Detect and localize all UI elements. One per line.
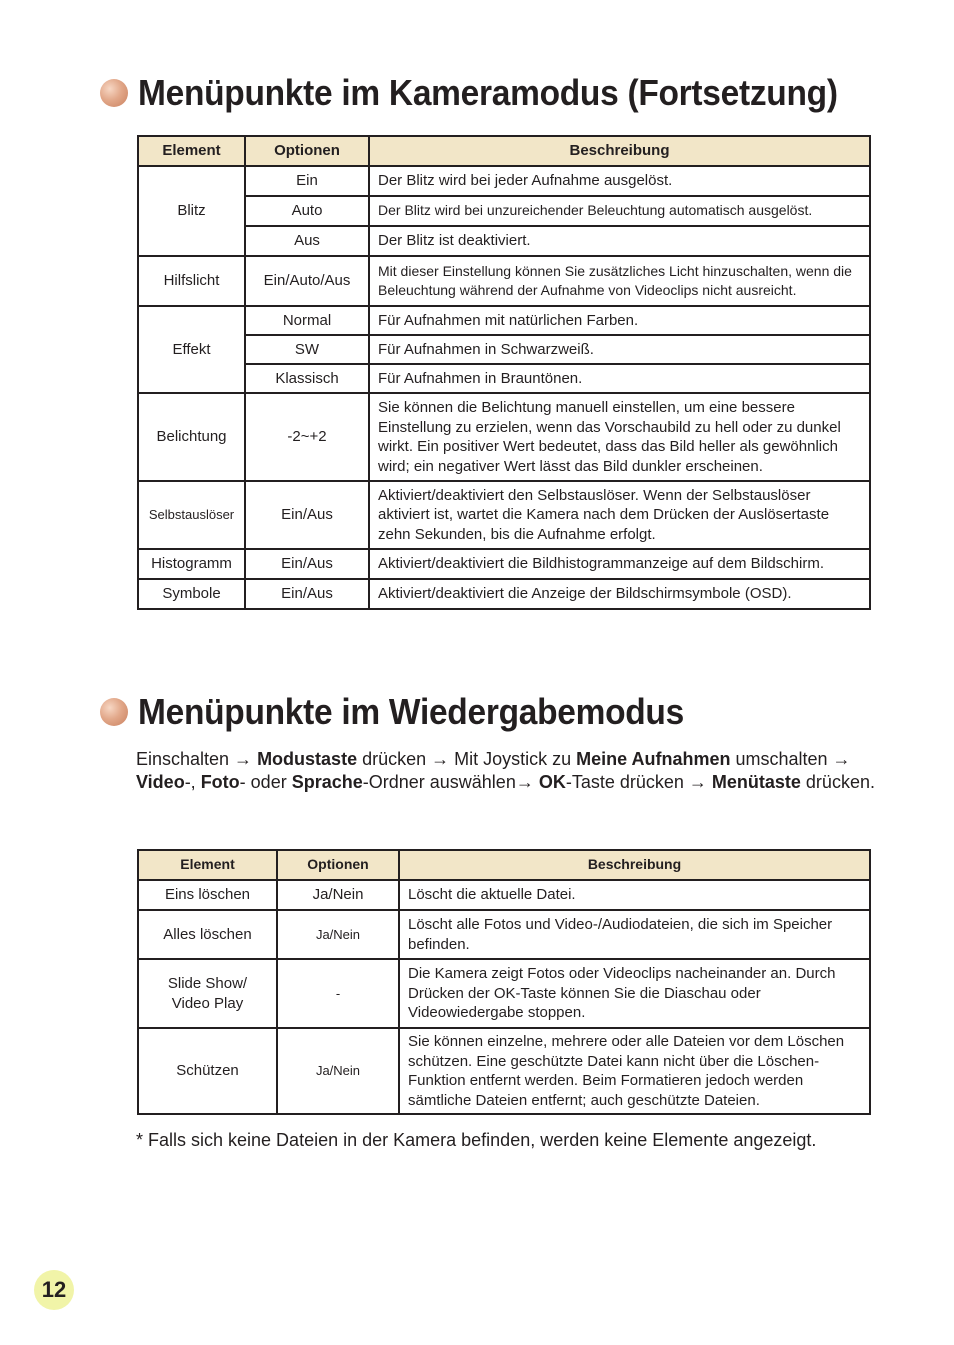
- element-cell: Belichtung: [138, 393, 245, 481]
- description-cell: Aktiviert/deaktiviert den Selbstauslöser. Wenn der Selbstauslöser aktiviert ist, wartet die Kamera nach dem Drücken der Auslösertaste zehn Sekunden, bis die Aufnahme erfolgt.: [369, 481, 870, 549]
- description-cell: Für Aufnahmen mit natürlichen Farben.: [369, 306, 870, 335]
- table-row: [138, 959, 870, 1028]
- description-cell: Löscht die aktuelle Datei.: [399, 880, 870, 910]
- heading-bullet-icon: [100, 79, 128, 107]
- table-row: [138, 880, 870, 910]
- description-cell: Für Aufnahmen in Schwarzweiß.: [369, 335, 870, 364]
- header-element: Element: [138, 850, 277, 880]
- description-cell: Aktiviert/deaktiviert die Anzeige der Bildschirmsymbole (OSD).: [369, 579, 870, 609]
- header-options: Optionen: [277, 850, 399, 880]
- description-cell: Sie können die Belichtung manuell einstellen, um eine bessere Einstellung zu erzielen, wenn das Vorschaubild zu hell oder zu dunkel wirkt. Ein positiver Wert bedeutet, dass das Bild heller als gewöhnlich wird; ein negativer Wert lässt das Bild dunkler erscheinen.: [369, 393, 870, 481]
- option-cell: -2~+2: [245, 393, 369, 481]
- option-cell: Ja/Nein: [277, 910, 399, 959]
- table-row: [138, 256, 870, 306]
- element-cell: Selbstauslöser: [138, 481, 245, 549]
- option-cell: Ein: [245, 166, 369, 196]
- element-cell: Histogramm: [138, 549, 245, 579]
- description-cell: Der Blitz ist deaktiviert.: [369, 226, 870, 256]
- element-cell: Blitz: [138, 166, 245, 256]
- option-cell: Klassisch: [245, 364, 369, 393]
- camera-menu-table: [137, 135, 871, 610]
- option-cell: -: [277, 959, 399, 1028]
- footnote: * Falls sich keine Dateien in der Kamera befinden, werden keine Elemente angezeigt.: [136, 1130, 817, 1150]
- playback-intro: Einschalten → Modustaste drücken → Mit Joystick zu Meine Aufnahmen umschalten → Video-, Foto- oder Sprache-Ordner auswählen→ OK-Taste drücken → Menütaste drücken.: [136, 749, 875, 792]
- table-row: [138, 393, 870, 481]
- table-row: [138, 481, 870, 549]
- table-row: [138, 335, 870, 364]
- option-cell: Ein/Aus: [245, 579, 369, 609]
- table-header-row: [138, 136, 870, 166]
- table-header-row: [138, 850, 870, 880]
- element-cell: Schützen: [138, 1028, 277, 1114]
- element-cell: Alles löschen: [138, 910, 277, 959]
- playback-menu-table: [137, 849, 871, 1115]
- option-cell: Aus: [245, 226, 369, 256]
- table-row: [138, 364, 870, 393]
- table-row: [138, 910, 870, 959]
- table-row: [138, 306, 870, 335]
- element-cell: [138, 959, 277, 1028]
- option-cell: Ein/Aus: [245, 549, 369, 579]
- table-row: [138, 226, 870, 256]
- header-element: Element: [138, 136, 245, 166]
- page-number: 12: [34, 1270, 74, 1310]
- element-line: Slide Show/: [167, 975, 248, 992]
- table-row: [138, 579, 870, 609]
- table-row: [138, 196, 870, 226]
- description-cell: Der Blitz wird bei jeder Aufnahme ausgelöst.: [369, 166, 870, 196]
- section-heading-camera: [100, 72, 890, 114]
- header-description: Beschreibung: [399, 850, 870, 880]
- heading-bullet-icon: [100, 698, 128, 726]
- option-cell: Ein/Auto/Aus: [245, 256, 369, 306]
- description-cell: Die Kamera zeigt Fotos oder Videoclips nacheinander an. Durch Drücken der OK-Taste können Sie die Diaschau oder Videowiedergabe stoppen.: [399, 959, 870, 1028]
- option-cell: Ein/Aus: [245, 481, 369, 549]
- option-cell: Auto: [245, 196, 369, 226]
- table-row: [138, 549, 870, 579]
- header-description: Beschreibung: [369, 136, 870, 166]
- option-cell: Ja/Nein: [277, 1028, 399, 1114]
- description-cell: Löscht alle Fotos und Video-/Audiodateien, die sich im Speicher befinden.: [399, 910, 870, 959]
- element-cell: Effekt: [138, 306, 245, 393]
- option-cell: Normal: [245, 306, 369, 335]
- element-cell: Hilfslicht: [138, 256, 245, 306]
- element-cell: Eins löschen: [138, 880, 277, 910]
- section-title: Menüpunkte im Wiedergabemodus: [138, 691, 684, 732]
- table-row: [138, 1028, 870, 1114]
- element-line: Video Play: [171, 994, 244, 1012]
- section-heading-playback: [100, 691, 725, 733]
- option-cell: Ja/Nein: [277, 880, 399, 910]
- description-cell: Mit dieser Einstellung können Sie zusätzliches Licht hinzuschalten, wenn die Beleuchtung während der Aufnahme von Videoclips nicht ausreicht.: [369, 256, 870, 306]
- description-cell: Der Blitz wird bei unzureichender Beleuchtung automatisch ausgelöst.: [369, 196, 870, 226]
- element-cell: Symbole: [138, 579, 245, 609]
- description-cell: Für Aufnahmen in Brauntönen.: [369, 364, 870, 393]
- header-options: Optionen: [245, 136, 369, 166]
- description-cell: Sie können einzelne, mehrere oder alle Dateien vor dem Löschen schützen. Eine geschützte Datei kann nicht über die Löschen-Funktion entfernt werden. Beim Formatieren jedoch werden sämtliche Dateien entfernt; auch geschützte Dateien.: [399, 1028, 870, 1114]
- table-row: [138, 166, 870, 196]
- option-cell: SW: [245, 335, 369, 364]
- description-cell: Aktiviert/deaktiviert die Bildhistogrammanzeige auf dem Bildschirm.: [369, 549, 870, 579]
- section-title: Menüpunkte im Kameramodus (Fortsetzung): [138, 72, 838, 113]
